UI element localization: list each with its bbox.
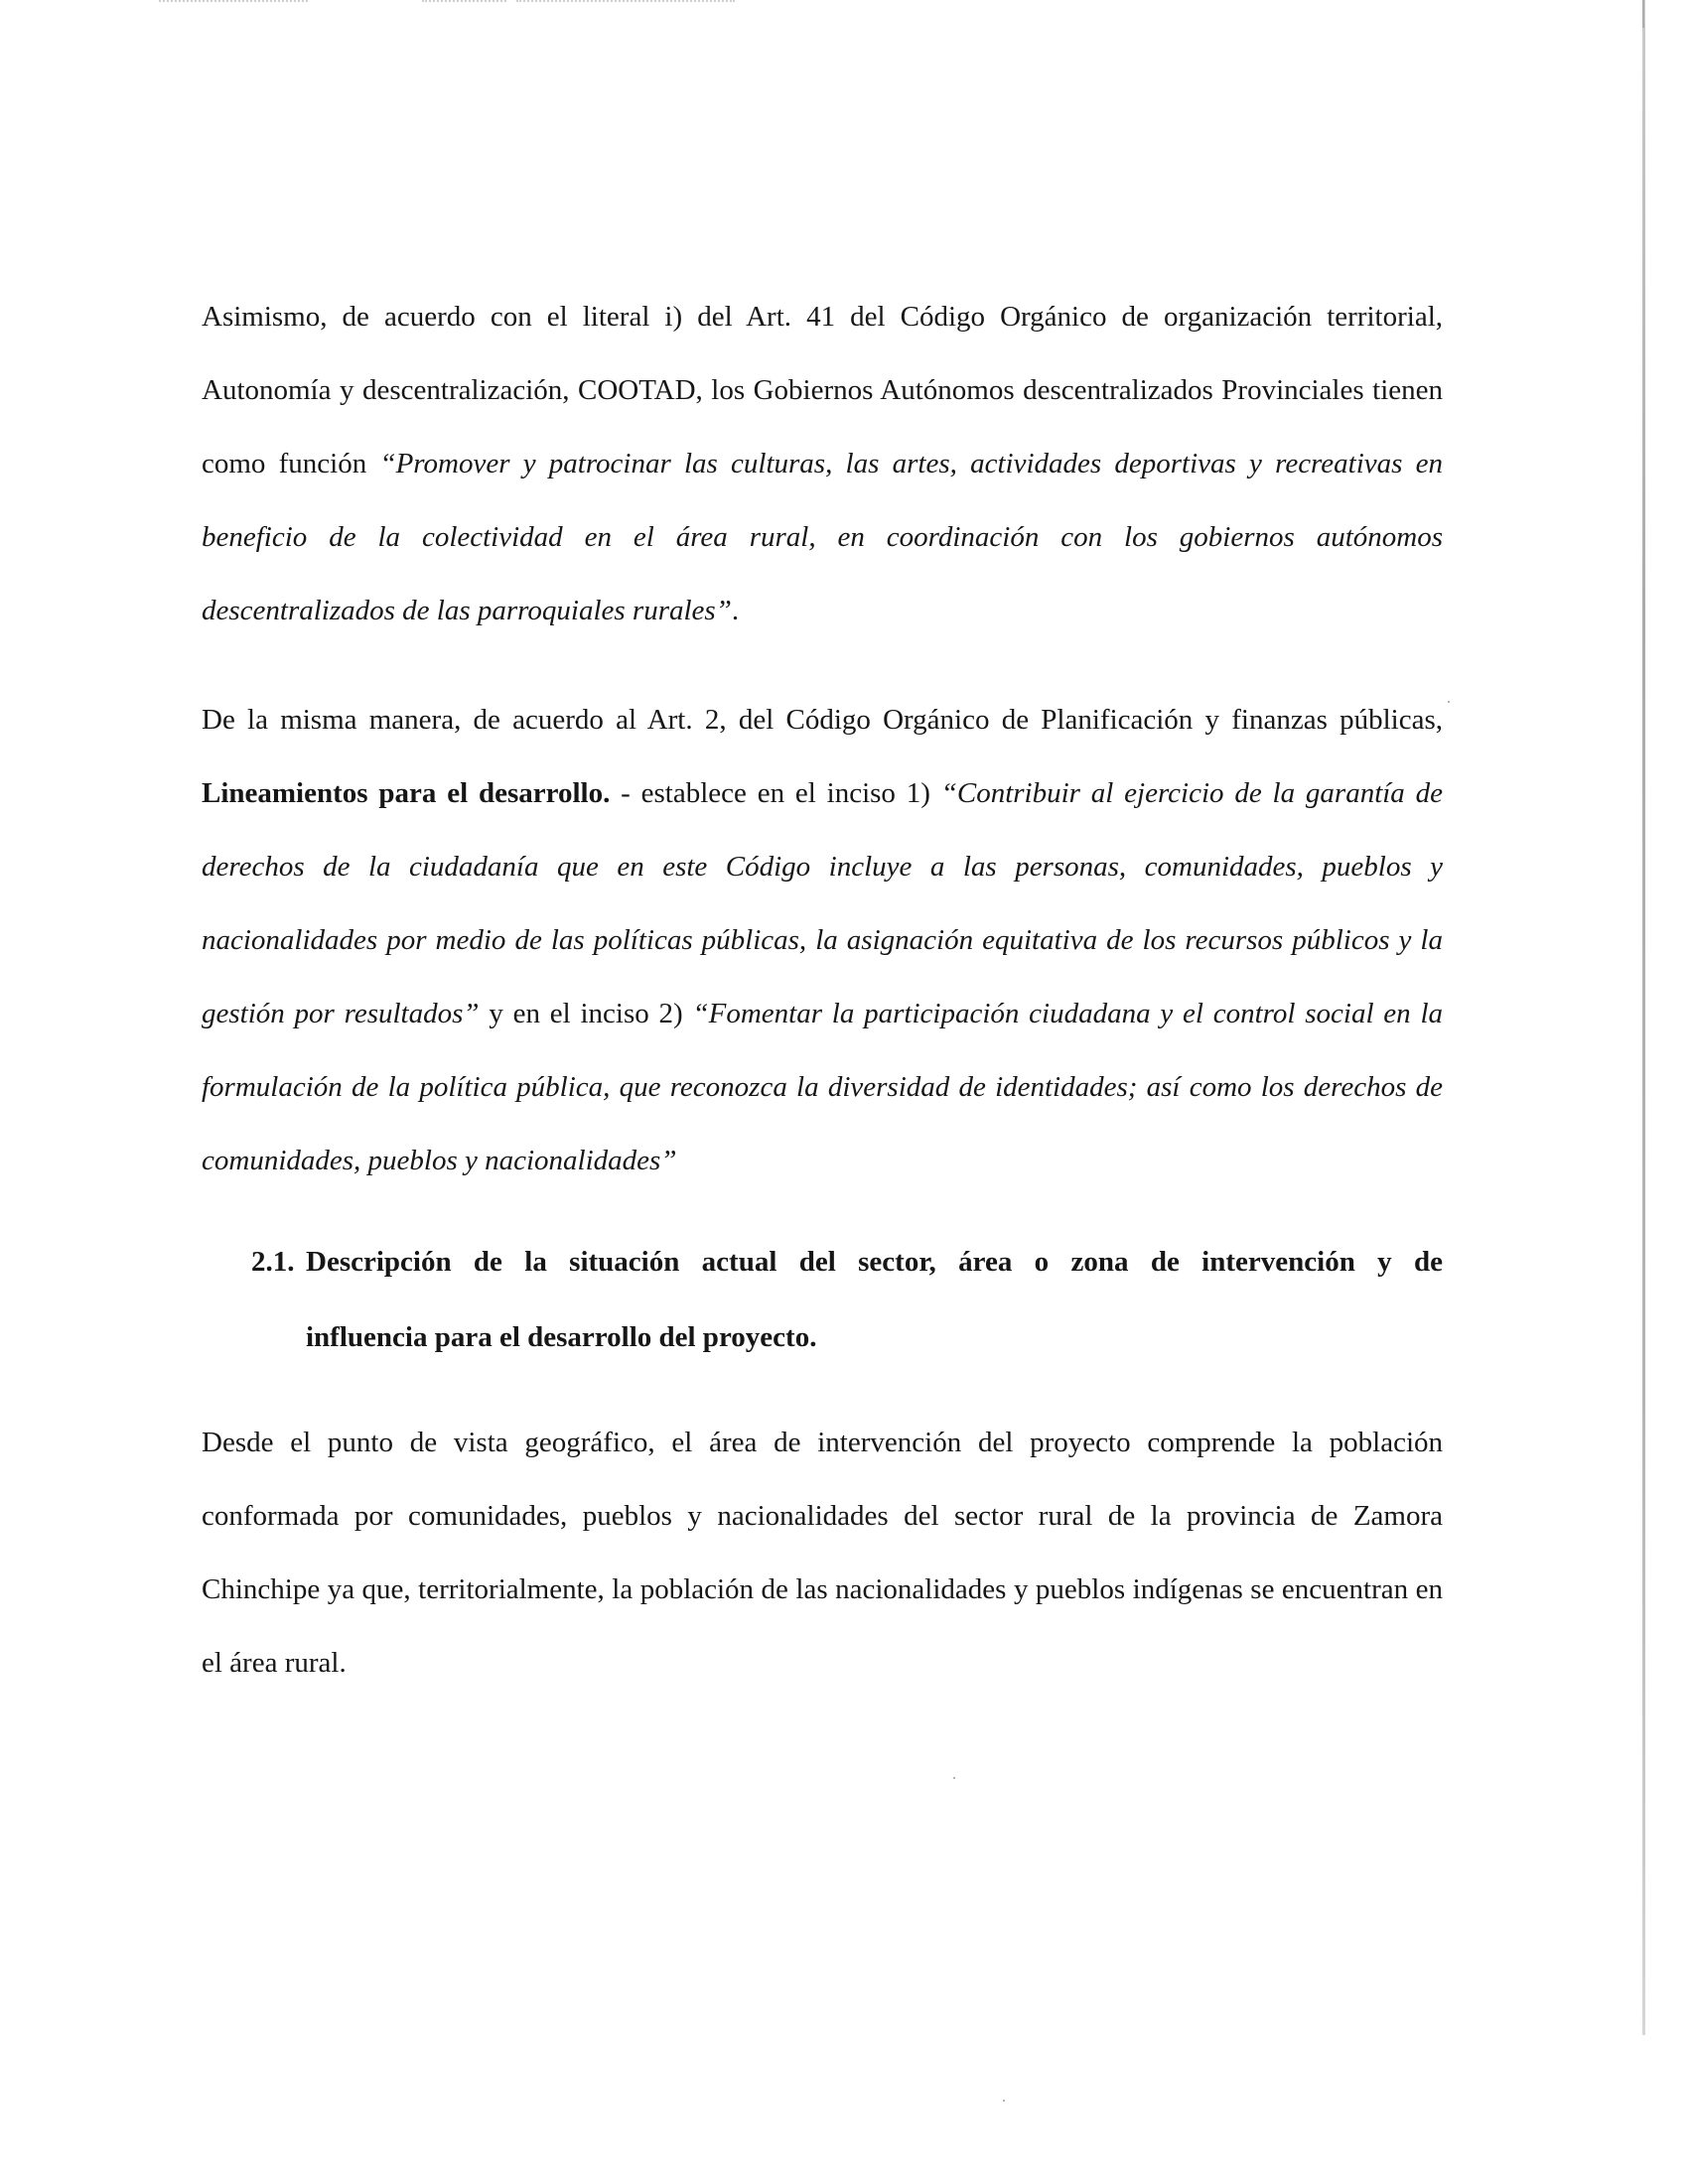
section-heading [251, 1224, 1443, 1375]
paragraph-planificacion-link: y en el inciso 2) [479, 998, 693, 1029]
paragraph-planificacion-quote-2: “Fomentar la participación ciudadana y el control social en la formulación de la política pública, que reconozca la diversidad de identidades; así como los derechos de comunidades, pueblos y nacionalidades” [202, 998, 1443, 1176]
scan-speck [1003, 2100, 1005, 2102]
scan-artifact-top-right [516, 0, 735, 5]
paragraph-cootad-text: Asimismo, de acuerdo con el literal i) del Art. 41 del Código Orgánico de organización territorial, Autonomía y descentralización, COOTAD, los Gobiernos Autónomos descentralizados Provinciales tienen como función [202, 301, 1443, 479]
scan-speck [953, 1777, 955, 1779]
paragraph-planificacion-bold-term: Lineamientos para el desarrollo. [202, 777, 611, 809]
paragraph-planificacion-intro: De la misma manera, de acuerdo al Art. 2, del Código Orgánico de Planificación y finanzas públicas, [202, 704, 1443, 736]
paragraph-planificacion-quote-1: “Contribuir al ejercicio de la garantía de derechos de la ciudadanía que en este Código incluye a las personas, comunidades, pueblos y nacionalidades por medio de las políticas públicas, la asignación equitativa de los recursos públicos y la gestión por resultados” [202, 777, 1444, 1029]
scan-artifact-top-middle [422, 0, 506, 5]
section-number: 2.1. [251, 1246, 295, 1278]
paragraph-planificacion-mid: - establece en el inciso 1) [610, 777, 941, 809]
scan-artifact-right-edge [1642, 0, 1645, 2035]
section-heading-line-1-text: Descripción de la situación actual del sector, área o zona de intervención y de [306, 1246, 1443, 1278]
scan-artifact-top-left [159, 0, 308, 5]
section-heading-line-2: influencia para el desarrollo del proyecto. [306, 1321, 817, 1353]
scan-speck [1448, 701, 1450, 703]
paragraph-cootad-end: . [731, 595, 740, 626]
section-heading-line-1 [251, 1224, 1443, 1299]
paragraph-planificacion [202, 683, 1443, 1197]
paragraph-cootad-quote: “Promover y patrocinar las culturas, las artes, actividades deportivas y recreativas en beneficio de la colectividad en el área rural, en coordinación con los gobiernos autónomos descentralizados de las parroquiales rurales” [202, 448, 1444, 626]
paragraph-area-intervencion: Desde el punto de vista geográfico, el área de intervención del proyecto comprende la población conformada por comunidades, pueblos y nacionalidades del sector rural de la provincia de Zamora Chinchipe ya que, territorialmente, la población de las nacionalidades y pueblos indígenas se encuentran en el área rural. [202, 1427, 1443, 1679]
paragraph-cootad [202, 280, 1443, 647]
